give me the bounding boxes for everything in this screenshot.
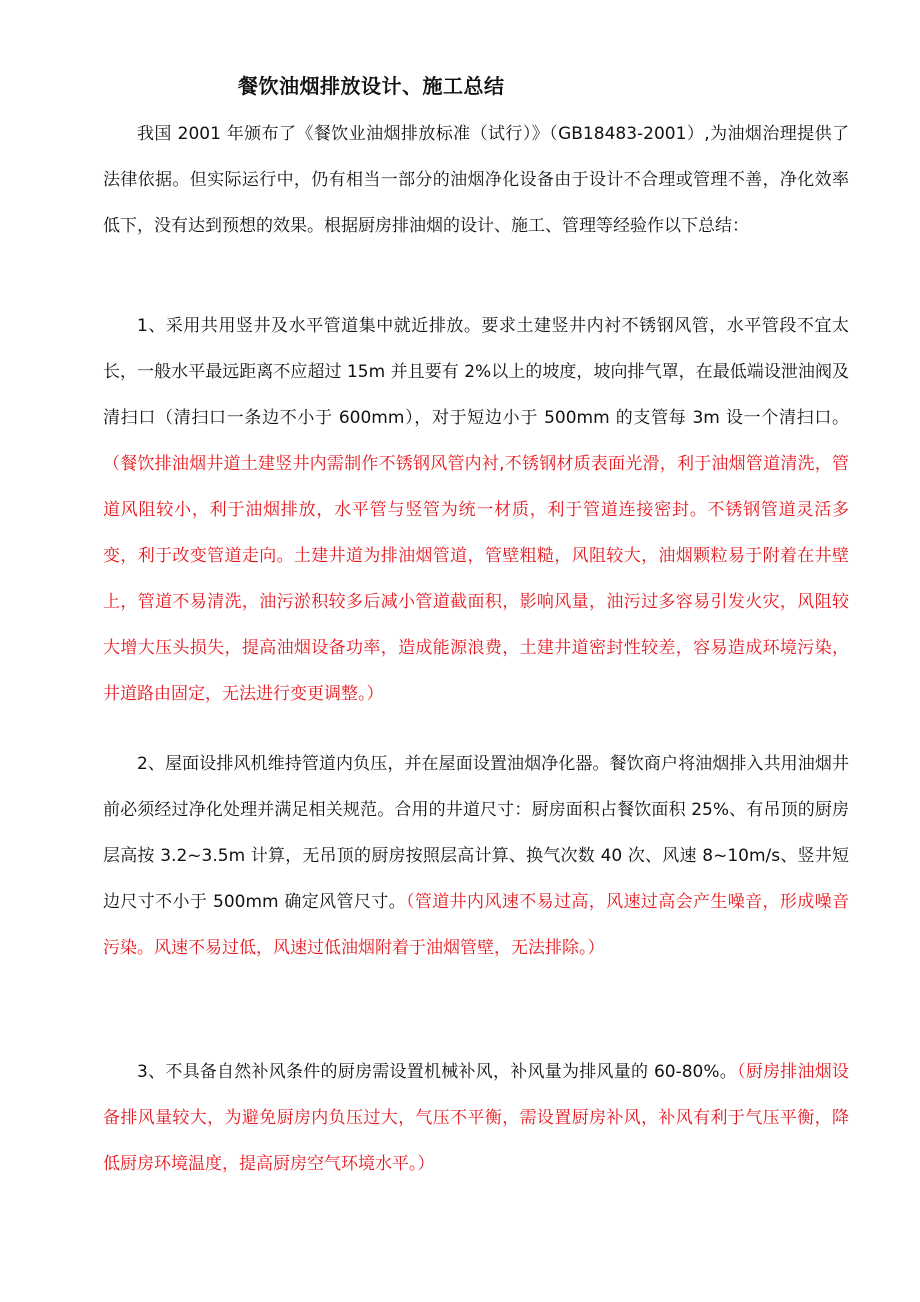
item-2-note: （管道井内风速不易过高，风速过高会产生噪音，形成噪音污染。风速不易过低，风速过低油烟附着于油烟管壁，无法排除。） xyxy=(103,892,849,958)
document-title: 餐饮油烟排放设计、施工总结 xyxy=(238,74,505,98)
item-2-text: 2、屋面设排风机维持管道内负压，并在屋面设置油烟净化器。餐饮商户将油烟排入共用油烟井前必须经过净化处理并满足相关规范。合用的井道尺寸：厨房面积占餐饮面积 25%、有吊顶的厨房层高按 3.2~3.5m 计算，无吊顶的厨房按照层高计算、换气次数 40 次、风速 8~10m/s、竖井短边尺寸不小于 500mm 确定风管尺寸。 xyxy=(103,754,849,912)
item-3-note: （厨房排油烟设备排风量较大，为避免厨房内负压过大，气压不平衡，需设置厨房补风，补风有利于气压平衡，降低厨房环境温度，提高厨房空气环境水平。） xyxy=(103,1062,849,1174)
item-1-note: （餐饮排油烟井道土建竖井内需制作不锈钢风管内衬,不锈钢材质表面光滑，利于油烟管道清洗，管道风阻较小，利于油烟排放，水平管与竖管为统一材质，利于管道连接密封。不锈钢管道灵活多变，利于改变管道走向。土建井道为排油烟管道，管壁粗糙，风阻较大，油烟颗粒易于附着在井壁上，管道不易清洗，油污淤积较多后减小管道截面积，影响风量，油污过多容易引发火灾，风阻较大增大压头损失，提高油烟设备功率，造成能源浪费，土建井道密封性较差，容易造成环境污染，井道路由固定，无法进行变更调整。） xyxy=(103,454,849,704)
intro-paragraph xyxy=(103,111,849,249)
item-3-paragraph xyxy=(103,1049,849,1187)
item-2-paragraph xyxy=(103,741,849,971)
item-1-text: 1、采用共用竖井及水平管道集中就近排放。要求土建竖井内衬不锈钢风管，水平管段不宜太长，一般水平最远距离不应超过 15m 并且要有 2%以上的坡度，坡向排气罩，在最低端设泄油阀及清扫口（清扫口一条边不小于 600mm），对于短边小于 500mm 的支管每 3m 设一个清扫口。 xyxy=(103,316,849,428)
item-1-paragraph xyxy=(103,303,849,717)
intro-text: 我国 2001 年颁布了《餐饮业油烟排放标准（试行）》（GB18483-2001）,为油烟治理提供了法律依据。但实际运行中，仍有相当一部分的油烟净化设备由于设计不合理或管理不善，净化效率低下，没有达到预想的效果。根据厨房排油烟的设计、施工、管理等经验作以下总结： xyxy=(103,124,849,236)
item-3-text: 3、不具备自然补风条件的厨房需设置机械补风，补风量为排风量的 60-80%。 xyxy=(137,1062,737,1082)
